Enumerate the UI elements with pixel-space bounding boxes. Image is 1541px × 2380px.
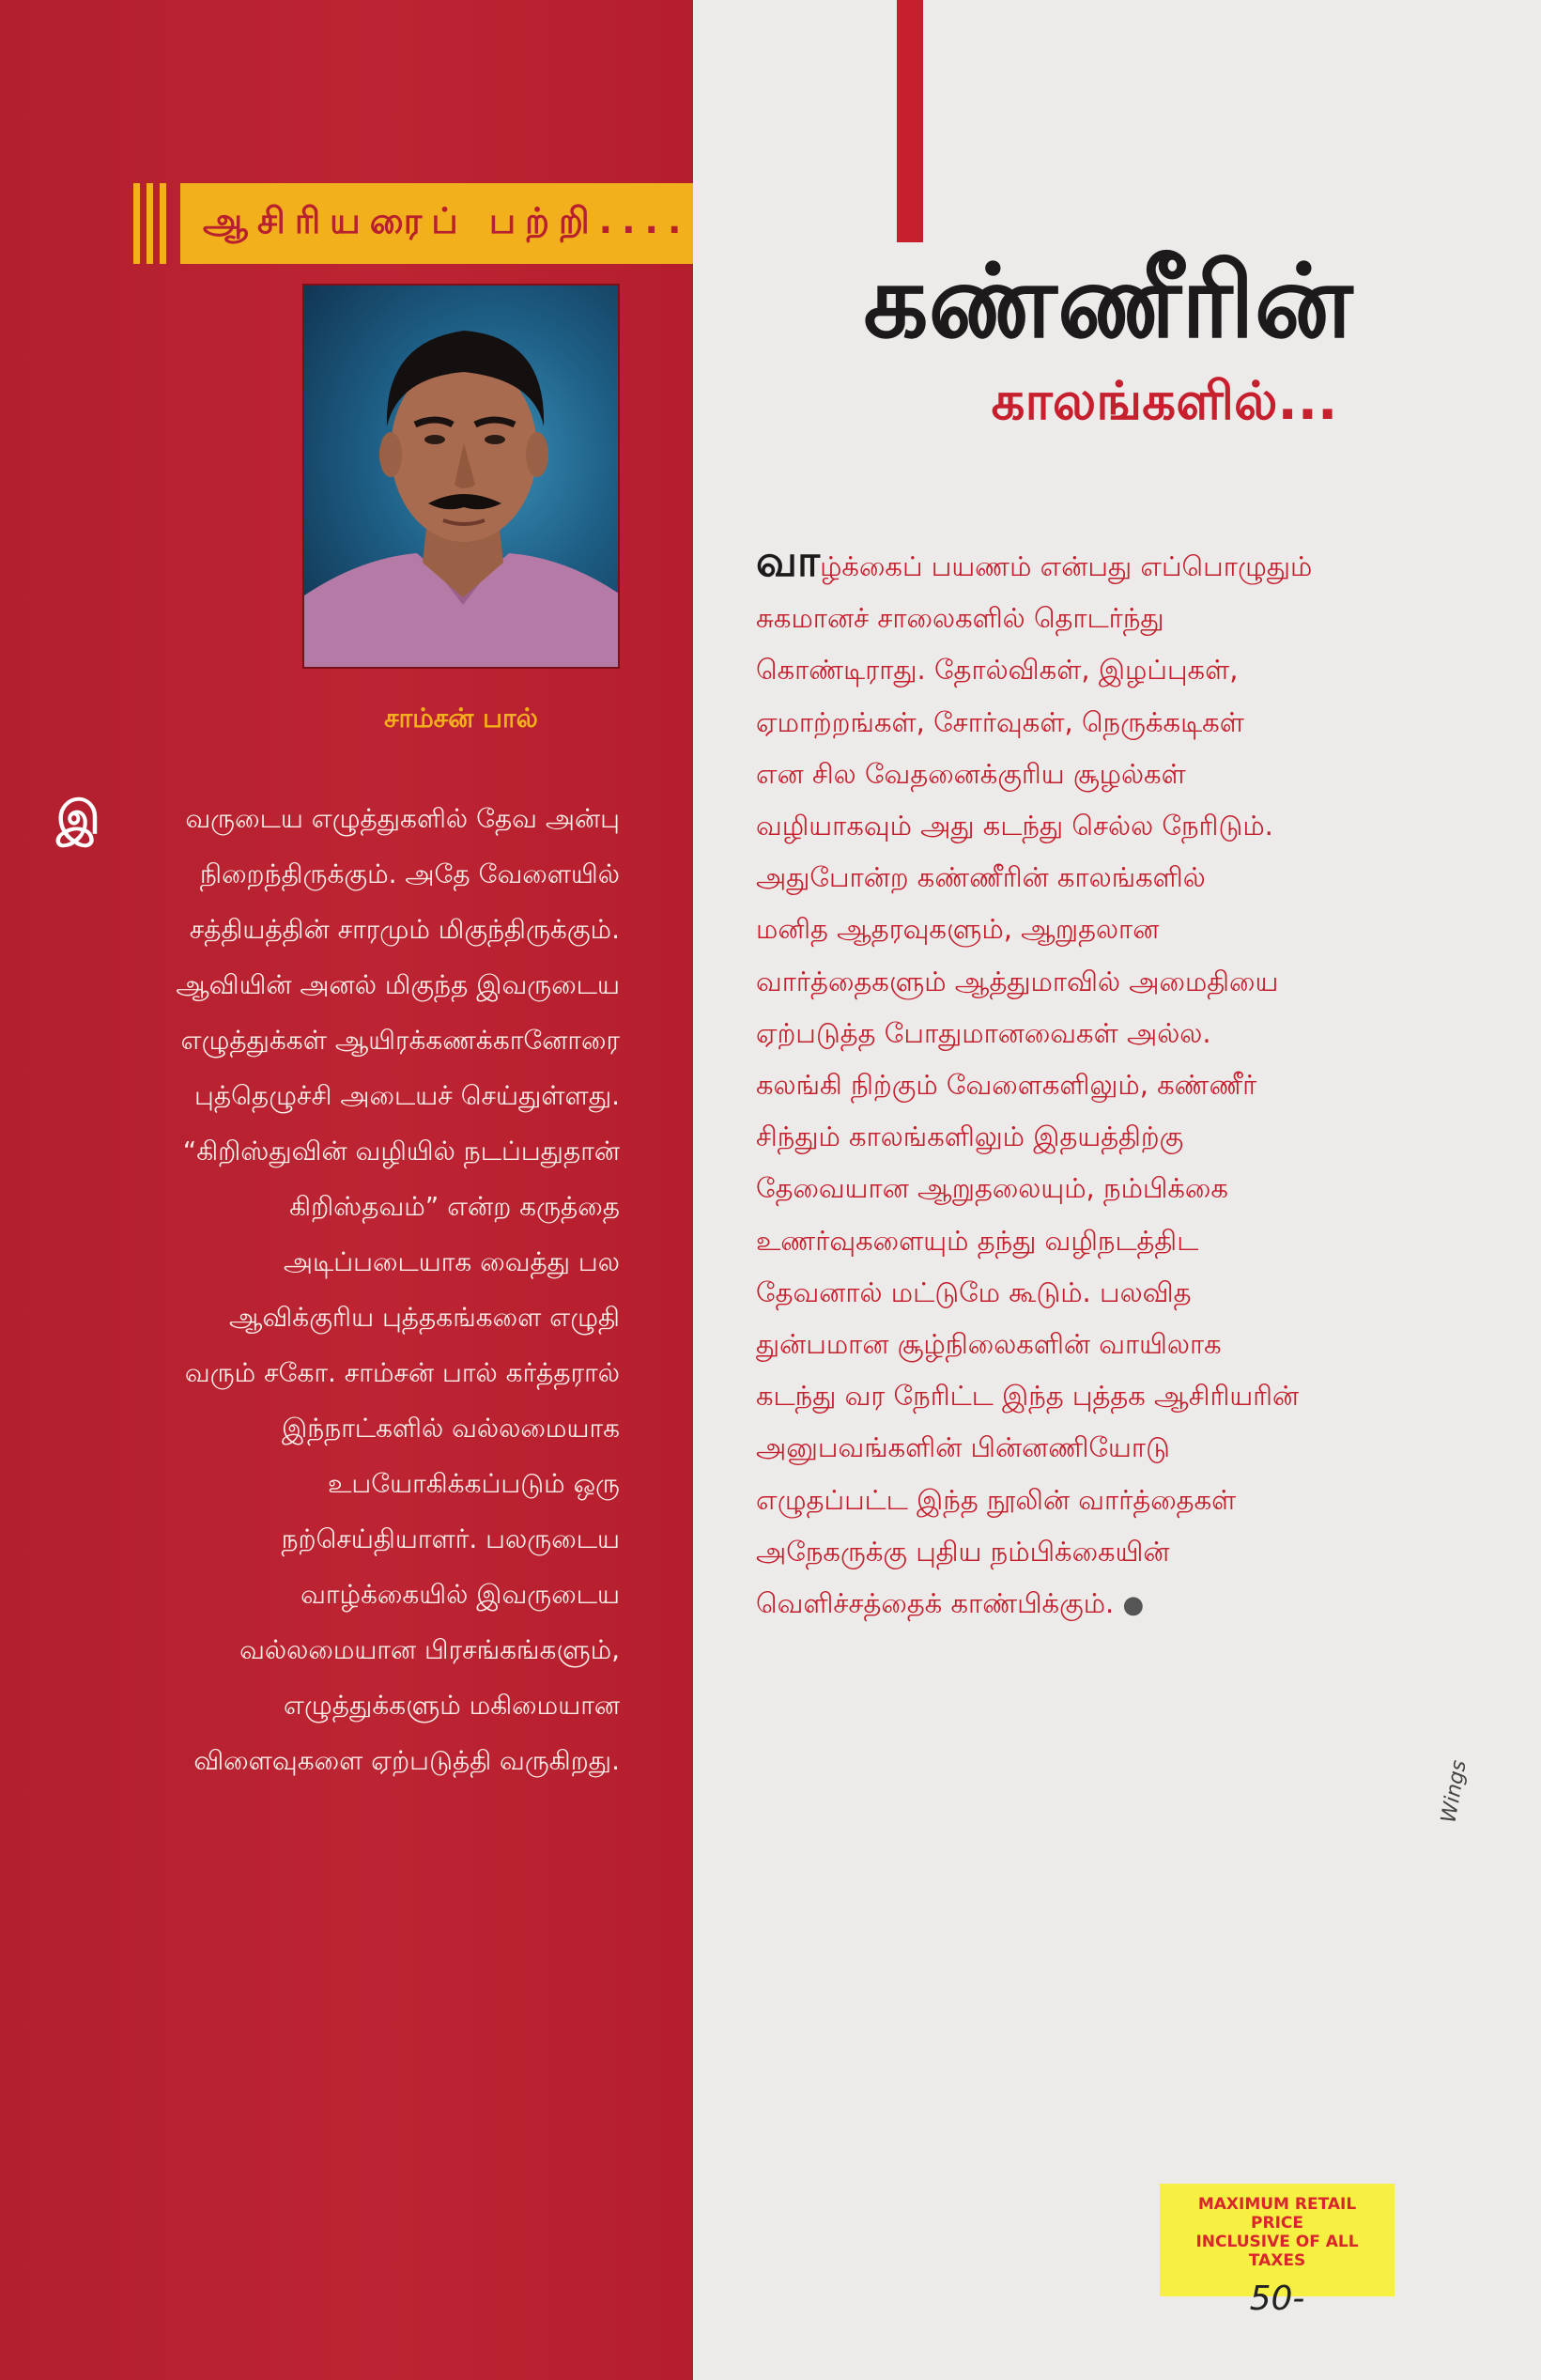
blurb-dropcap: வா (756, 535, 821, 586)
blurb-line: மனித ஆதரவுகளும், ஆறுதலான (756, 913, 1160, 946)
blurb-line: ஏமாற்றங்கள், சோர்வுகள், நெருக்கடிகள் (756, 705, 1244, 738)
blurb-line: வார்த்தைகளும் ஆத்துமாவில் அமைதியை (756, 965, 1279, 997)
book-title: கண்ணீரின் (863, 243, 1353, 361)
bio-line: புத்தெழுச்சி அடையச் செய்துள்ளது. (194, 1080, 620, 1111)
bio-line: ஆவிக்குரிய புத்தகங்களை எழுதி (229, 1302, 620, 1333)
blurb-line: அநேகருக்கு புதிய நம்பிக்கையின் (756, 1535, 1170, 1568)
bio-line: வரும் சகோ. சாம்சன் பால் கர்த்தரால் (184, 1357, 620, 1388)
bio-line: ஆவியின் அனல் மிகுந்த இவருடைய (176, 969, 620, 1000)
blurb-line-text: ழ்க்கைப் பயணம் என்பது எப்பொழுதும் (820, 550, 1313, 582)
bio-line: வல்லமையான பிரசங்கங்களும், (239, 1634, 620, 1665)
book-subtitle: காலங்களில்... (991, 371, 1338, 432)
author-bio (56, 791, 620, 1788)
bio-line: கிறிஸ்தவம்” என்ற கருத்தை (289, 1191, 620, 1222)
bio-line: நிறைந்திருக்கும். அதே வேளையில் (199, 858, 620, 889)
blurb-line: கொண்டிராது. தோல்விகள், இழப்புகள், (756, 654, 1239, 687)
bio-line: வாழ்க்கையில் இவருடைய (300, 1579, 620, 1610)
blurb-line: ஏற்படுத்த போதுமானவைகள் அல்ல. (756, 1016, 1211, 1049)
blurb-line: வழியாகவும் அது கடந்து செல்ல நேரிடும். (756, 810, 1273, 842)
price-label-line2: INCLUSIVE OF ALL TAXES (1195, 2233, 1359, 2270)
banner-stripes (133, 183, 173, 264)
price-sticker (1160, 2184, 1395, 2318)
designer-signature: Wings (1437, 1758, 1472, 1825)
end-bullet-icon: ● (1122, 1591, 1145, 1620)
blurb-line: உணர்வுகளையும் தந்து வழிநடத்திட (756, 1224, 1199, 1257)
blurb-line: அனுபவங்களின் பின்னணியோடு (756, 1431, 1170, 1464)
author-photo (302, 284, 620, 669)
blurb-line: துன்பமான சூழ்நிலைகளின் வாயிலாக (756, 1328, 1222, 1361)
bio-line: இந்நாட்களில் வல்லமையாக (282, 1413, 620, 1444)
bio-line: உபயோகிக்கப்படும் ஒரு (327, 1468, 620, 1499)
blurb-line: கலங்கி நிற்கும் வேளைகளிலும், கண்ணீர் (756, 1069, 1257, 1102)
blurb (756, 535, 1470, 1631)
blurb-line: கடந்து வர நேரிட்ட இந்த புத்தக ஆசிரியரின் (756, 1380, 1300, 1413)
bio-line: விளைவுகளை ஏற்படுத்தி வருகிறது. (193, 1745, 620, 1776)
blurb-line (756, 535, 1470, 593)
bio-line: சத்தியத்தின் சாரமும் மிகுந்திருக்கும். (189, 914, 620, 945)
bio-line: “கிறிஸ்துவின் வழியில் நடப்பதுதான் (182, 1136, 620, 1167)
blurb-line: என சில வேதனைக்குரிய சூழல்கள் (756, 757, 1186, 790)
blurb-line: எழுதப்பட்ட இந்த நூலின் வார்த்தைகள் (756, 1483, 1237, 1516)
bio-line: எழுத்துக்களும் மகிமையான (284, 1690, 620, 1721)
top-accent-bar (897, 0, 923, 242)
bio-line: நற்செய்தியாளர். பலருடைய (281, 1523, 620, 1554)
author-name: சாம்சன் பால் (384, 703, 538, 734)
blurb-line (756, 1578, 1470, 1631)
blurb-line: தேவையான ஆறுதலையும், நம்பிக்கை (756, 1172, 1228, 1205)
author-panel (0, 0, 693, 2380)
author-portrait-image (304, 286, 620, 669)
blurb-line: அதுபோன்ற கண்ணீரின் காலங்களில் (756, 861, 1206, 894)
blurb-line-text: வெளிச்சத்தைக் காண்பிக்கும். (756, 1587, 1115, 1620)
bio-line: அடிப்படையாக வைத்து பல (283, 1246, 620, 1277)
bio-line: எழுத்துக்கள் ஆயிரக்கணக்கானோரை (180, 1025, 620, 1056)
blurb-line: சுகமானச் சாலைகளில் தொடர்ந்து (756, 602, 1164, 635)
price-value: 50- (1249, 2280, 1305, 2318)
bio-dropcap: இ (56, 792, 100, 844)
author-banner (180, 183, 693, 264)
author-banner-text: ஆசிரியரைப் பற்றி.... (203, 200, 691, 241)
blurb-line: தேவனால் மட்டுமே கூடும். பலவித (756, 1275, 1192, 1308)
bio-line: வருடைய எழுத்துகளில் தேவ அன்பு (185, 803, 620, 834)
blurb-line: சிந்தும் காலங்களிலும் இதயத்திற்கு (756, 1120, 1184, 1153)
price-label-line1: MAXIMUM RETAIL PRICE (1197, 2195, 1357, 2233)
